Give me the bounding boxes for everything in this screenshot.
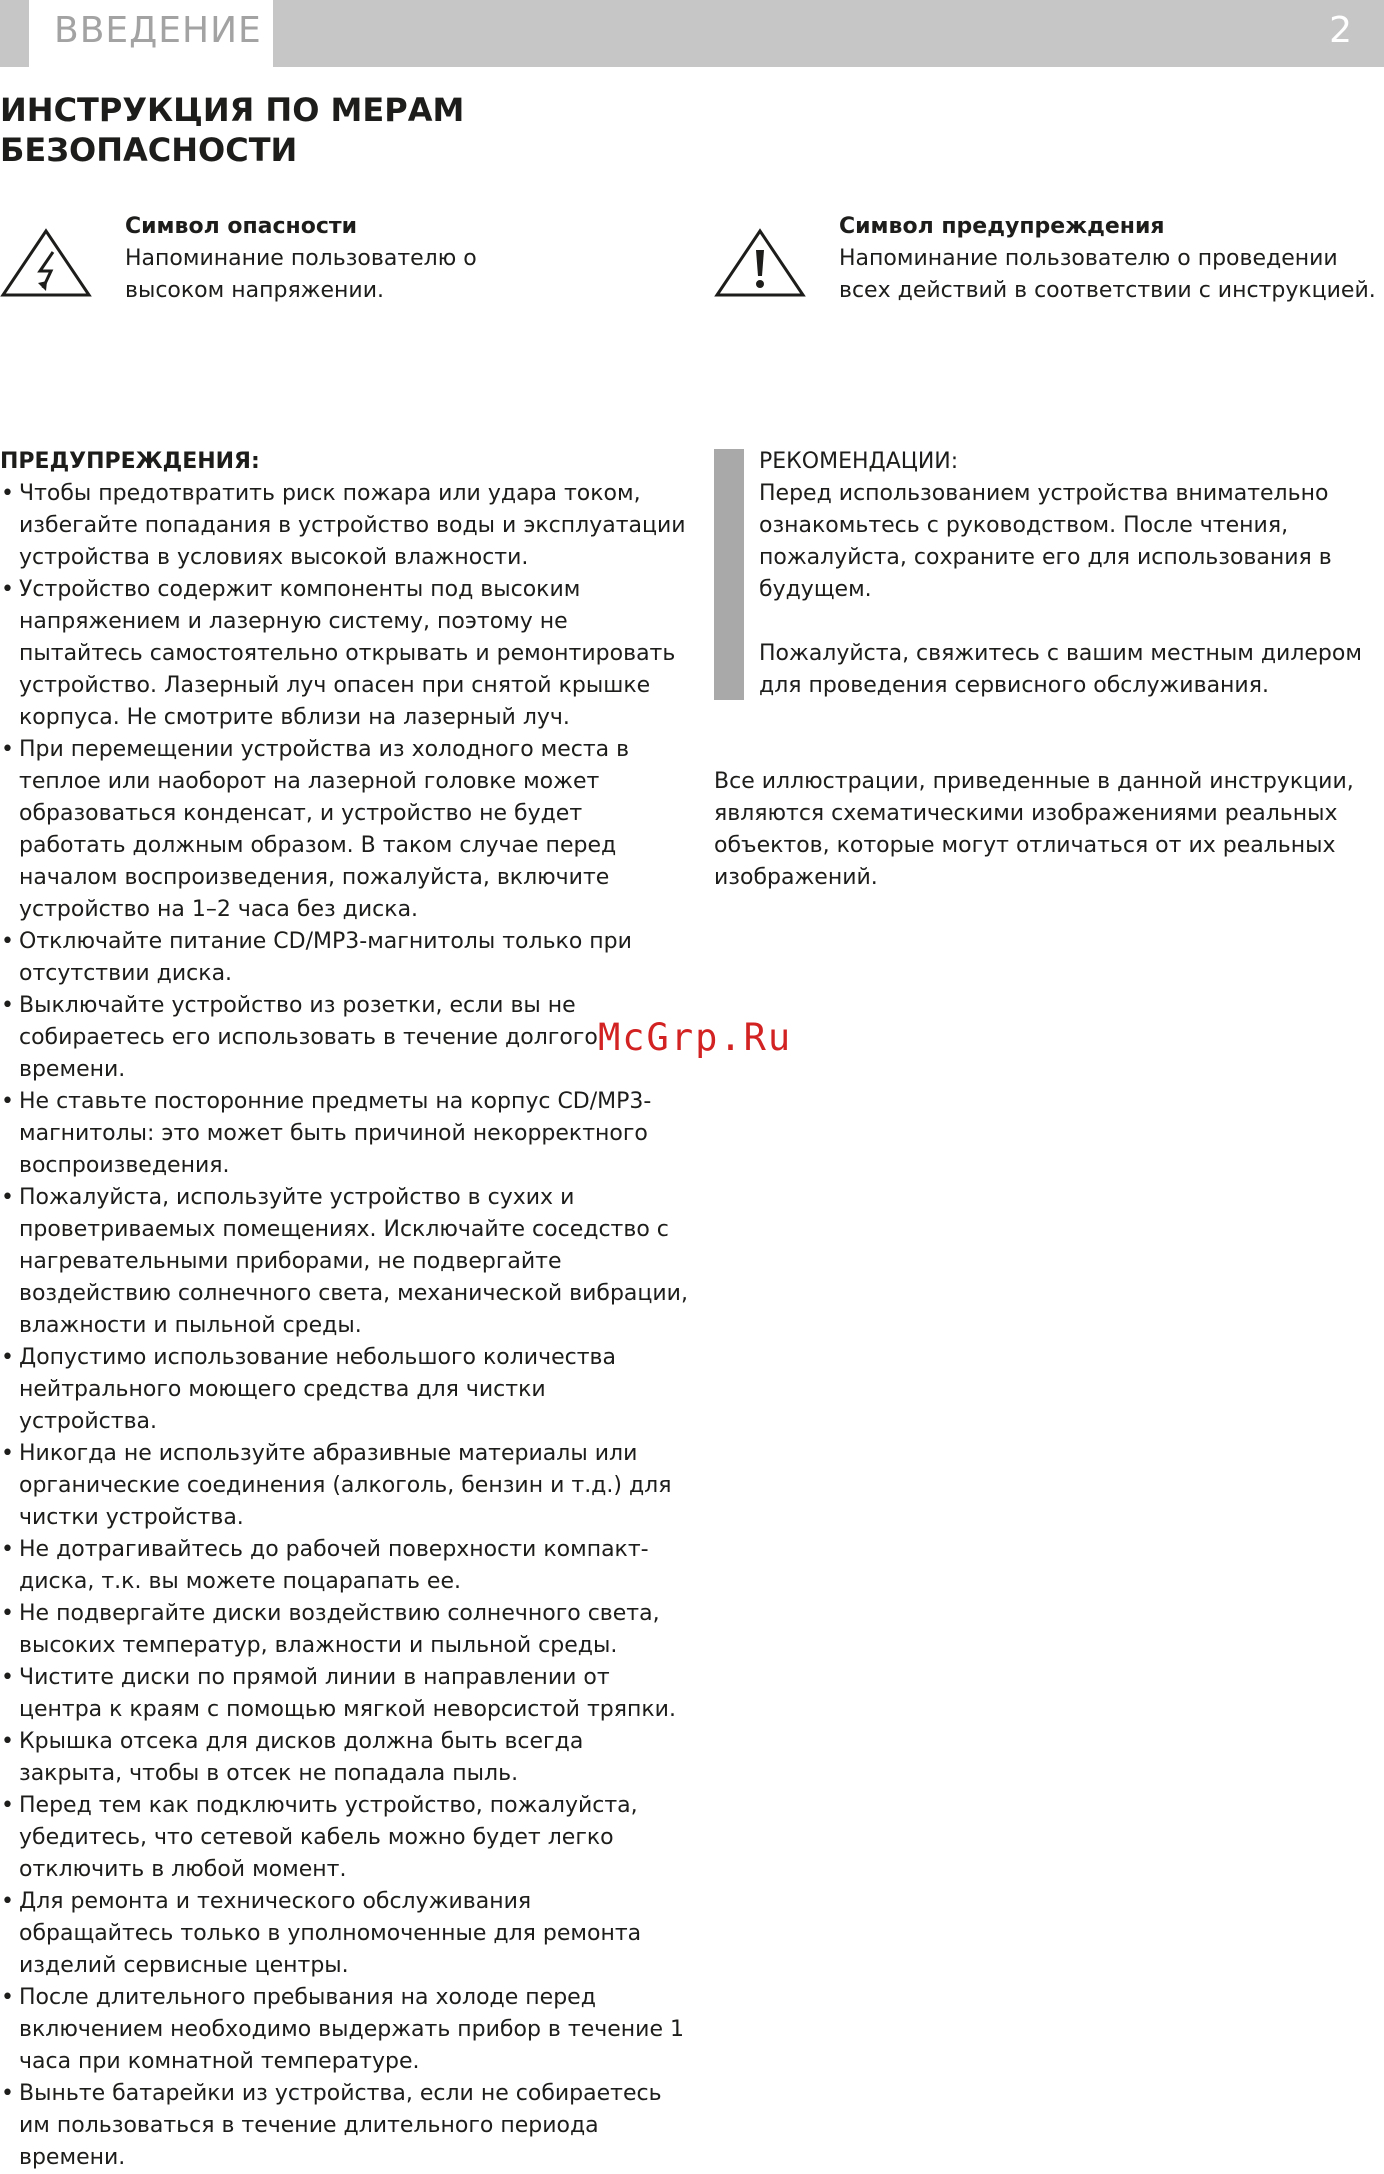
danger-symbol-desc: Напоминание пользователю о высоком напряжении.: [125, 246, 477, 303]
recommendations-block: [759, 446, 1384, 702]
warning-item: • Устройство содержит компоненты под высоким напряжением и лазерную систему, поэтому не пытайтесь самостоятельно открывать и ремонтировать устройство. Лазерный луч опасен при снятой крышке корпуса. Не смотрите вблизи на лазерный луч.: [0, 574, 690, 734]
page-title: [0, 90, 464, 170]
page-number: 2: [1329, 10, 1352, 51]
warning-item: • Не дотрагивайтесь до рабочей поверхности компакт-диска, т.к. вы можете поцарапать ее.: [0, 1534, 690, 1598]
warning-item: • Чтобы предотвратить риск пожара или удара током, избегайте попадания в устройство воды и эксплуатации устройства в условиях высокой влажности.: [0, 478, 690, 574]
recommendations-paragraph-2: Пожалуйста, свяжитесь с вашим местным дилером для проведения сервисного обслуживания.: [759, 641, 1362, 698]
warning-item: • Перед тем как подключить устройство, пожалуйста, убедитесь, что сетевой кабель можно будет легко отключить в любой момент.: [0, 1790, 690, 1886]
section-label: ВВЕДЕНИЕ: [54, 10, 262, 51]
warnings-list: [0, 478, 690, 2174]
illustrations-note: Все иллюстрации, приведенные в данной инструкции, являются схематическими изображениями реальных объектов, которые могут отличаться от их реальных изображений.: [714, 769, 1354, 890]
watermark: McGrp.Ru: [598, 1016, 793, 1059]
warning-item: • Выключайте устройство из розетки, если вы не собираетесь его использовать в течение долгого времени.: [0, 990, 690, 1086]
warning-item: • Допустимо использование небольшого количества нейтрального моющего средства для чистки устройства.: [0, 1342, 690, 1438]
warning-item: • Чистите диски по прямой линии в направлении от центра к краям с помощью мягкой неворсистой тряпки.: [0, 1662, 690, 1726]
warning-item: • При перемещении устройства из холодного места в теплое или наоборот на лазерной головке может образоваться конденсат, и устройство не будет работать должным образом. В таком случае перед началом воспроизведения, пожалуйста, включите устройство на 1–2 часа без диска.: [0, 734, 690, 926]
warning-item: • Крышка отсека для дисков должна быть всегда закрыта, чтобы в отсек не попадала пыль.: [0, 1726, 690, 1790]
warning-item: • Никогда не используйте абразивные материалы или органические соединения (алкоголь, бензин и т.д.) для чистки устройства.: [0, 1438, 690, 1534]
warning-item: • Не ставьте посторонние предметы на корпус CD/MP3-магнитолы: это может быть причиной некорректного воспроизведения.: [0, 1086, 690, 1182]
warning-item: • Не подвергайте диски воздействию солнечного света, высоких температур, влажности и пыльной среды.: [0, 1598, 690, 1662]
header-bar: [0, 0, 1384, 67]
warnings-heading: ПРЕДУПРЕЖДЕНИЯ:: [0, 449, 260, 474]
high-voltage-icon: [0, 228, 92, 298]
recommendations-heading: РЕКОМЕНДАЦИИ:: [759, 449, 959, 474]
warning-item: • Пожалуйста, используйте устройство в сухих и проветриваемых помещениях. Исключайте соседство с нагревательными приборами, не подвергайте воздействию солнечного света, механической вибрации, влажности и пыльной среды.: [0, 1182, 690, 1342]
warning-item: • Отключайте питание CD/MP3-магнитолы только при отсутствии диска.: [0, 926, 690, 990]
page-title-line-2: БЕЗОПАСНОСТИ: [0, 131, 298, 169]
page-title-line-1: ИНСТРУКЦИЯ ПО МЕРАМ: [0, 91, 465, 129]
warning-item: • После длительного пребывания на холоде перед включением необходимо выдержать прибор в течение 1 часа при комнатной температуре.: [0, 1982, 690, 2078]
recommendations-side-bar: [714, 449, 744, 700]
warning-item: • Выньте батарейки из устройства, если не собираетесь им пользоваться в течение длительного периода времени.: [0, 2078, 690, 2174]
warning-item: • Для ремонта и технического обслуживания обращайтесь только в уполномоченные для ремонта изделий сервисные центры.: [0, 1886, 690, 1982]
warning-symbol-desc: Напоминание пользователю о проведении всех действий в соответствии с инструкцией.: [839, 246, 1376, 303]
danger-symbol-title: Символ опасности: [125, 214, 358, 239]
recommendations-paragraph-1: Перед использованием устройства внимательно ознакомьтесь с руководством. После чтения, пожалуйста, сохраните его для использования в будущем.: [759, 481, 1332, 602]
exclamation-triangle-icon: [714, 228, 806, 298]
warning-symbol-title: Символ предупреждения: [839, 214, 1165, 239]
